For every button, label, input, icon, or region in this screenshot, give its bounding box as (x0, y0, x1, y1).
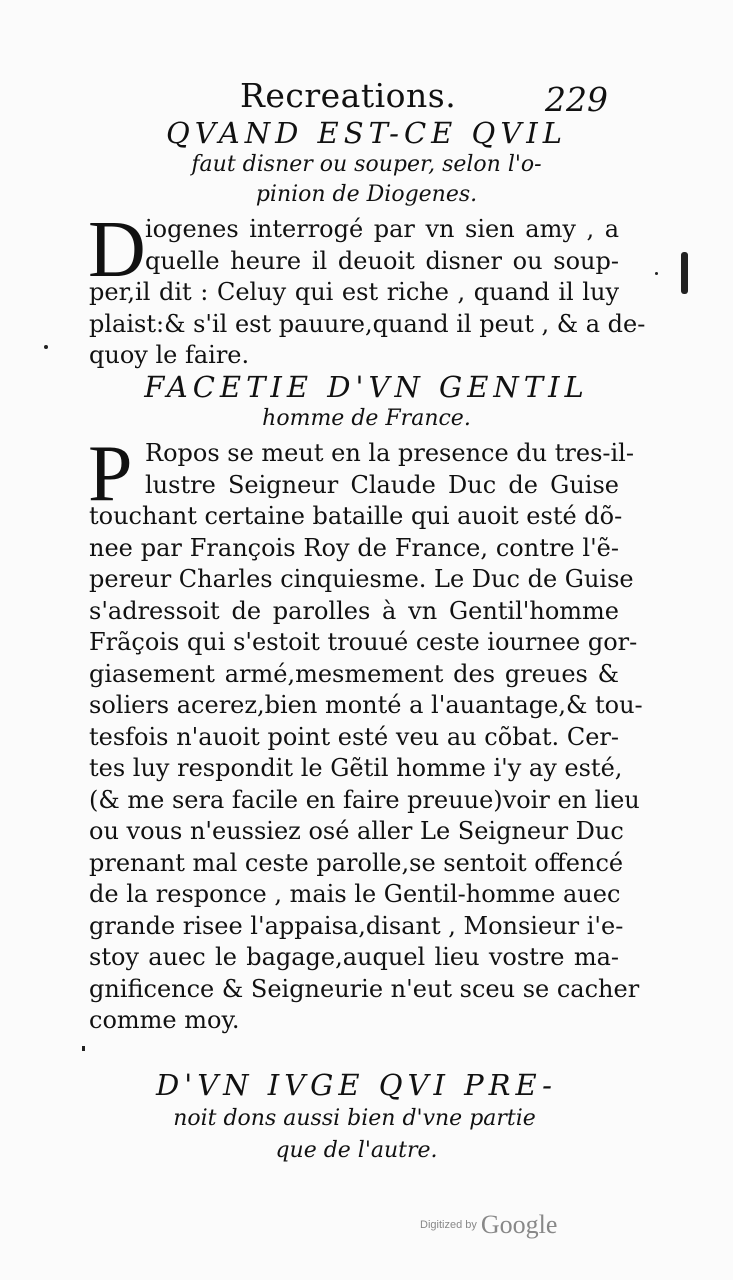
digitized-by-google-watermark (420, 1210, 557, 1240)
section-1-paragraph (88, 206, 646, 372)
text-line: s'adressoit de parolles à vn Gentil'homme (89, 596, 619, 625)
text-line: Ropos se meut en la presence du tres-il- (145, 439, 634, 467)
text-line: quoy le faire. (89, 341, 250, 369)
section-1-heading: QVAND EST-CE QVIL (166, 116, 567, 150)
watermark-logo-text: Google (480, 1210, 558, 1239)
text-line: de la responce , mais le Gentil-homme auec (89, 880, 621, 908)
text-line: quelle heure il deuoit disner ou soup- (145, 246, 619, 275)
scan-speck (82, 1046, 85, 1051)
text-line: nee par François Roy de France, contre l'ẽ- (89, 533, 619, 562)
text-line: pereur Charles cinquiesme. Le Duc de Guise (89, 565, 634, 593)
text-line: giasement armé,mesmement des greues & (89, 659, 619, 688)
running-title: Recreations. (240, 76, 457, 115)
watermark-small-text: Digitized by (420, 1219, 477, 1231)
text-line: tesfois n'auoit point esté veu au cõbat. Cer- (89, 722, 619, 751)
text-line: iogenes interrogé par vn sien amy , a (145, 215, 619, 243)
scan-edge-mark (681, 252, 688, 294)
text-line: plaist:& s'il est pauure,quand il peut , & a de- (89, 309, 646, 338)
page-number: 229 (545, 80, 608, 119)
drop-cap: D (88, 206, 146, 294)
drop-cap: P (88, 430, 133, 518)
section-1-subheading-line-1: faut disner ou souper, selon l'o- (191, 152, 542, 177)
text-line: ou vous n'eussiez osé aller Le Seigneur Duc (89, 817, 624, 845)
section-2-heading: FACETIE D'VN GENTIL (144, 370, 589, 404)
text-line: per,il dit : Celuy qui est riche , quand il luy (89, 278, 619, 306)
text-line: lustre Seigneur Claude Duc de Guise (145, 470, 619, 499)
text-line: touchant certaine bataille qui auoit esté dõ- (89, 502, 623, 530)
section-2-subheading-line-1: homme de France. (262, 406, 471, 431)
section-2-paragraph (88, 430, 643, 1037)
text-line: gnificence & Seigneurie n'eut sceu se cacher (89, 974, 640, 1003)
text-line: (& me sera facile en faire preuue)voir en lieu (89, 785, 640, 814)
text-line: stoy auec le bagage,auquel lieu vostre ma- (89, 943, 619, 971)
text-line: prenant mal ceste parolle,se sentoit offencé (89, 848, 624, 877)
text-line: tes luy respondit le Gẽtil homme i'y ay esté, (89, 754, 623, 782)
section-3-heading: D'VN IVGE QVI PRE- (156, 1068, 557, 1102)
scan-speck (44, 345, 48, 349)
text-line: grande risee l'appaisa,disant , Monsieur i'e- (89, 911, 624, 940)
section-3-subheading-line-1: noit dons aussi bien d'vne partie (173, 1106, 536, 1131)
text-line: soliers acerez,bien monté a l'auantage,& tou- (89, 691, 643, 719)
text-line: comme moy. (89, 1006, 240, 1034)
section-3-subheading-line-2: que de l'autre. (275, 1138, 438, 1163)
section-1-subheading-line-2: pinion de Diogenes. (255, 182, 478, 207)
text-line: Frãçois qui s'estoit trouué ceste iournee gor- (89, 628, 638, 656)
scan-speck (655, 272, 658, 275)
